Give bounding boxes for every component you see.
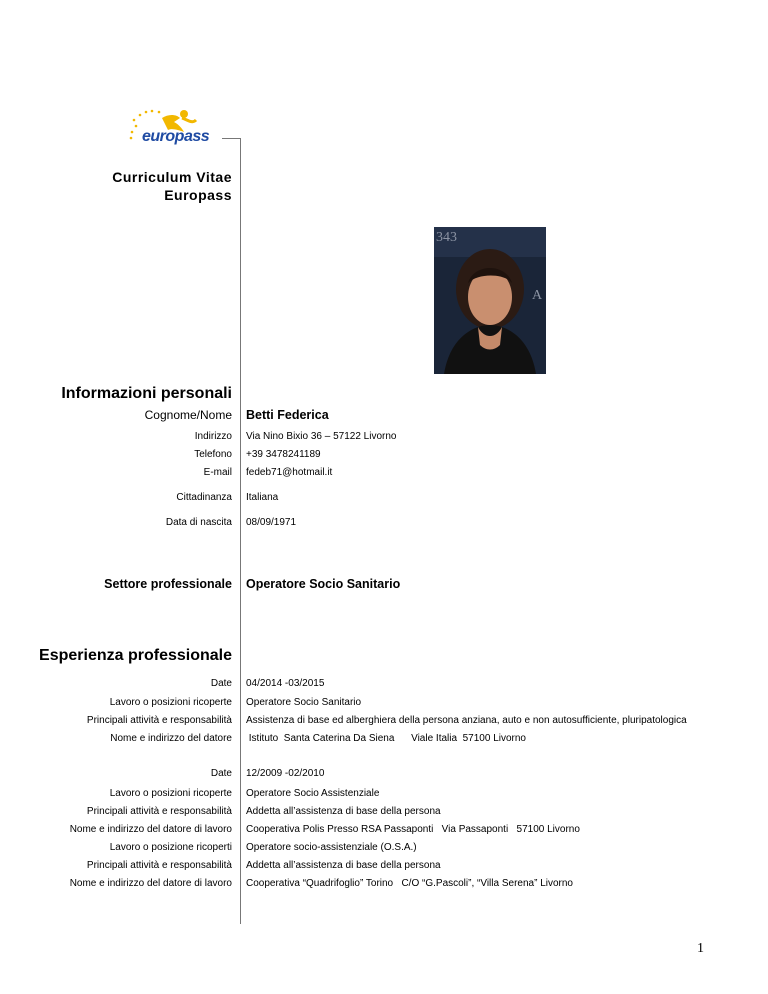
cv-title-line2: Europass [164,187,232,203]
label-job2-activities2: Principali attività e responsabilità [86,860,232,871]
europass-logo [122,106,222,152]
value-job2-date: 12/2009 -02/2010 [246,768,325,779]
value-sector: Operatore Socio Sanitario [246,577,401,591]
label-job1-employer: Nome e indirizzo del datore [110,733,232,744]
value-job1-activities: Assistenza di base ed alberghiera della persona anziana, auto e non autosufficiente, pluripatologica [246,715,687,726]
label-job2-activities: Principali attività e responsabilità [86,806,232,817]
value-birthdate: 08/09/1971 [246,517,297,528]
value-job1-employer: Istituto Santa Caterina Da Siena Viale Italia 57100 Livorno [246,733,526,744]
label-job1-date: Date [210,678,232,689]
value-job1-position: Operatore Socio Sanitario [246,697,362,708]
svg-text:343: 343 [436,230,457,245]
label-job2-date: Date [210,768,232,779]
value-job2-position2: Operatore socio-assistenziale (O.S.A.) [246,842,417,853]
europass-wordmark: europass [142,128,210,145]
cv-title-line1: Curriculum Vitae [112,169,232,185]
column-divider [240,138,241,924]
value-job2-employer2: Cooperativa “Quadrifoglio” Torino C/O “G.Pascoli”, “Villa Serena” Livorno [246,878,573,889]
page-number: 1 [697,941,704,956]
portrait-icon [434,227,546,374]
value-citizenship: Italiana [246,492,279,503]
value-job2-activities: Addetta all’assistenza di base della persona [246,806,441,817]
label-job1-position: Lavoro o posizioni ricoperte [109,697,232,708]
svg-text:A: A [532,288,543,303]
profile-photo [434,227,546,374]
logo-rule [222,138,240,139]
section-title-experience: Esperienza professionale [39,647,232,664]
label-job2-employer2: Nome e indirizzo del datore di lavoro [69,878,232,889]
value-phone: +39 3478241189 [246,449,321,460]
label-email: E-mail [203,467,232,478]
label-citizenship: Cittadinanza [176,492,232,503]
label-address: Indirizzo [194,431,232,442]
value-job2-activities2: Addetta all’assistenza di base della persona [246,860,441,871]
section-title-personal: Informazioni personali [61,385,232,402]
label-name: Cognome/Nome [144,408,232,422]
value-address: Via Nino Bixio 36 – 57122 Livorno [246,431,397,442]
label-birthdate: Data di nascita [165,517,232,528]
value-job1-date: 04/2014 -03/2015 [246,678,325,689]
label-sector: Settore professionale [104,577,232,591]
label-phone: Telefono [194,449,232,460]
label-job2-employer: Nome e indirizzo del datore di lavoro [69,824,232,835]
value-job2-employer: Cooperativa Polis Presso RSA Passaponti Via Passaponti 57100 Livorno [246,824,580,835]
label-job1-activities: Principali attività e responsabilità [86,715,232,726]
value-email[interactable]: fedeb71@hotmail.it [246,467,333,478]
label-job2-position: Lavoro o posizioni ricoperte [109,788,232,799]
cv-title [112,168,232,204]
label-job2-position2: Lavoro o posizione ricoperti [109,842,232,853]
value-job2-position: Operatore Socio Assistenziale [246,788,380,799]
value-name: Betti Federica [246,408,329,422]
